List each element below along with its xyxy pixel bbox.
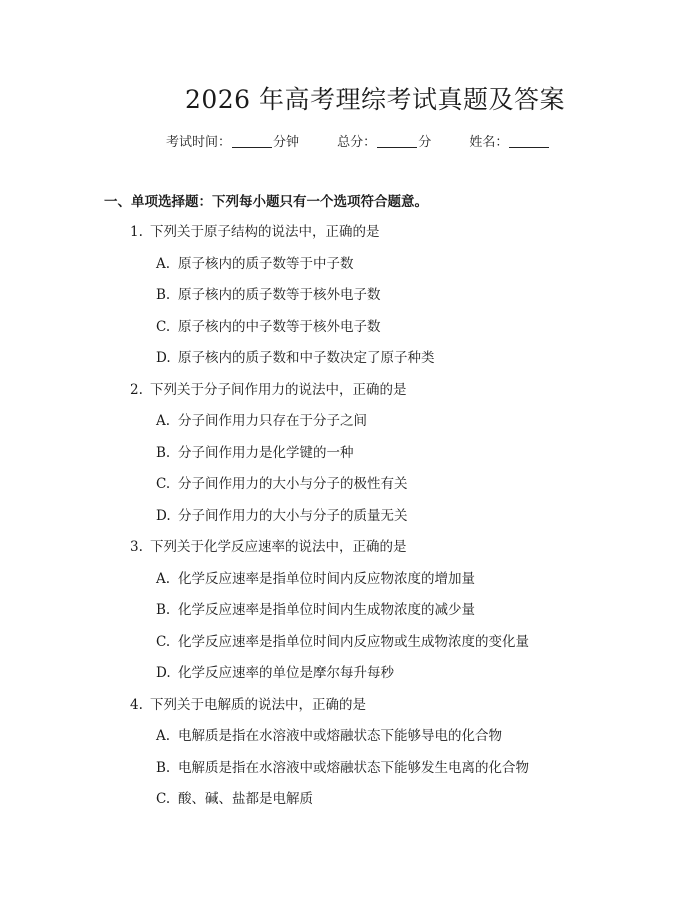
answer-option [0,631,700,663]
option-letter: A. [156,728,171,744]
option-text: 化学反应速率是指单位时间内反应物浓度的增加量 [178,570,475,587]
option-letter: D. [156,507,171,524]
question-list [0,221,700,820]
option-text: 酸、碱、盐都是电解质 [178,791,313,807]
option-letter: C. [156,318,171,335]
option-text: 电解质是指在水溶液中或熔融状态下能够发生电离的化合物 [178,759,529,776]
exam-time-field [166,131,299,150]
page-title: 2026 年高考理综考试真题及答案 [184,85,566,114]
answer-option [0,347,700,379]
answer-option [0,599,700,631]
name-blank [509,135,549,148]
option-text: 分子间作用力的大小与分子的极性有关 [178,476,408,492]
question-number: 4. [130,696,143,713]
name-label: 姓名： [469,135,509,150]
option-text: 原子核内的质子数等于核外电子数 [178,287,381,303]
question-text: 下列关于分子间作用力的说法中，正确的是 [150,381,407,398]
option-letter: B. [156,602,171,618]
total-score-blank [377,135,417,148]
total-score-field [337,131,431,150]
option-text: 原子核内的中子数等于核外电子数 [178,318,381,335]
total-score-suffix: 分 [418,135,432,150]
exam-time-label: 考试时间： [166,135,232,150]
question-number: 2. [130,381,143,398]
answer-option [0,253,700,285]
answer-option [0,725,700,757]
answer-option [0,788,700,820]
answer-option [0,757,700,789]
option-text: 化学反应速率的单位是摩尔每升每秒 [178,665,394,681]
question-stem [0,221,700,253]
name-field [469,131,550,150]
option-text: 原子核内的质子数等于中子数 [178,255,354,272]
option-letter: D. [156,665,171,681]
question-number: 3. [130,539,143,555]
question-text: 下列关于原子结构的说法中，正确的是 [150,224,380,240]
option-letter: C. [156,633,171,650]
option-letter: A. [156,413,171,429]
option-text: 分子间作用力只存在于分子之间 [178,413,367,429]
section-heading: 一、单项选择题：下列每小题只有一个选项符合题意。 [104,194,428,210]
question-text: 下列关于电解质的说法中，正确的是 [150,696,366,713]
total-score-label: 总分： [337,135,377,150]
option-text: 原子核内的质子数和中子数决定了原子种类 [178,350,435,366]
option-text: 电解质是指在水溶液中或熔融状态下能够导电的化合物 [178,728,502,744]
question-stem [0,536,700,568]
option-letter: C. [156,476,171,492]
answer-option [0,568,700,600]
answer-option [0,505,700,537]
option-letter: A. [156,570,171,587]
option-letter: C. [156,791,171,807]
answer-option [0,316,700,348]
exam-time-blank [232,135,272,148]
answer-option [0,284,700,316]
option-letter: B. [156,287,171,303]
answer-option [0,662,700,694]
option-text: 化学反应速率是指单位时间内反应物或生成物浓度的变化量 [178,633,529,650]
option-text: 化学反应速率是指单位时间内生成物浓度的减少量 [178,602,475,618]
question-number: 1. [130,224,143,240]
answer-option [0,410,700,442]
exam-info-line [166,131,550,150]
answer-option [0,473,700,505]
option-letter: A. [156,255,171,272]
option-letter: B. [156,444,171,461]
exam-time-suffix: 分钟 [273,135,300,150]
question-stem [0,379,700,411]
option-text: 分子间作用力是化学键的一种 [178,444,354,461]
question-stem [0,694,700,726]
question-text: 下列关于化学反应速率的说法中，正确的是 [150,539,407,555]
option-letter: D. [156,350,171,366]
option-letter: B. [156,759,171,776]
option-text: 分子间作用力的大小与分子的质量无关 [178,507,408,524]
answer-option [0,442,700,474]
